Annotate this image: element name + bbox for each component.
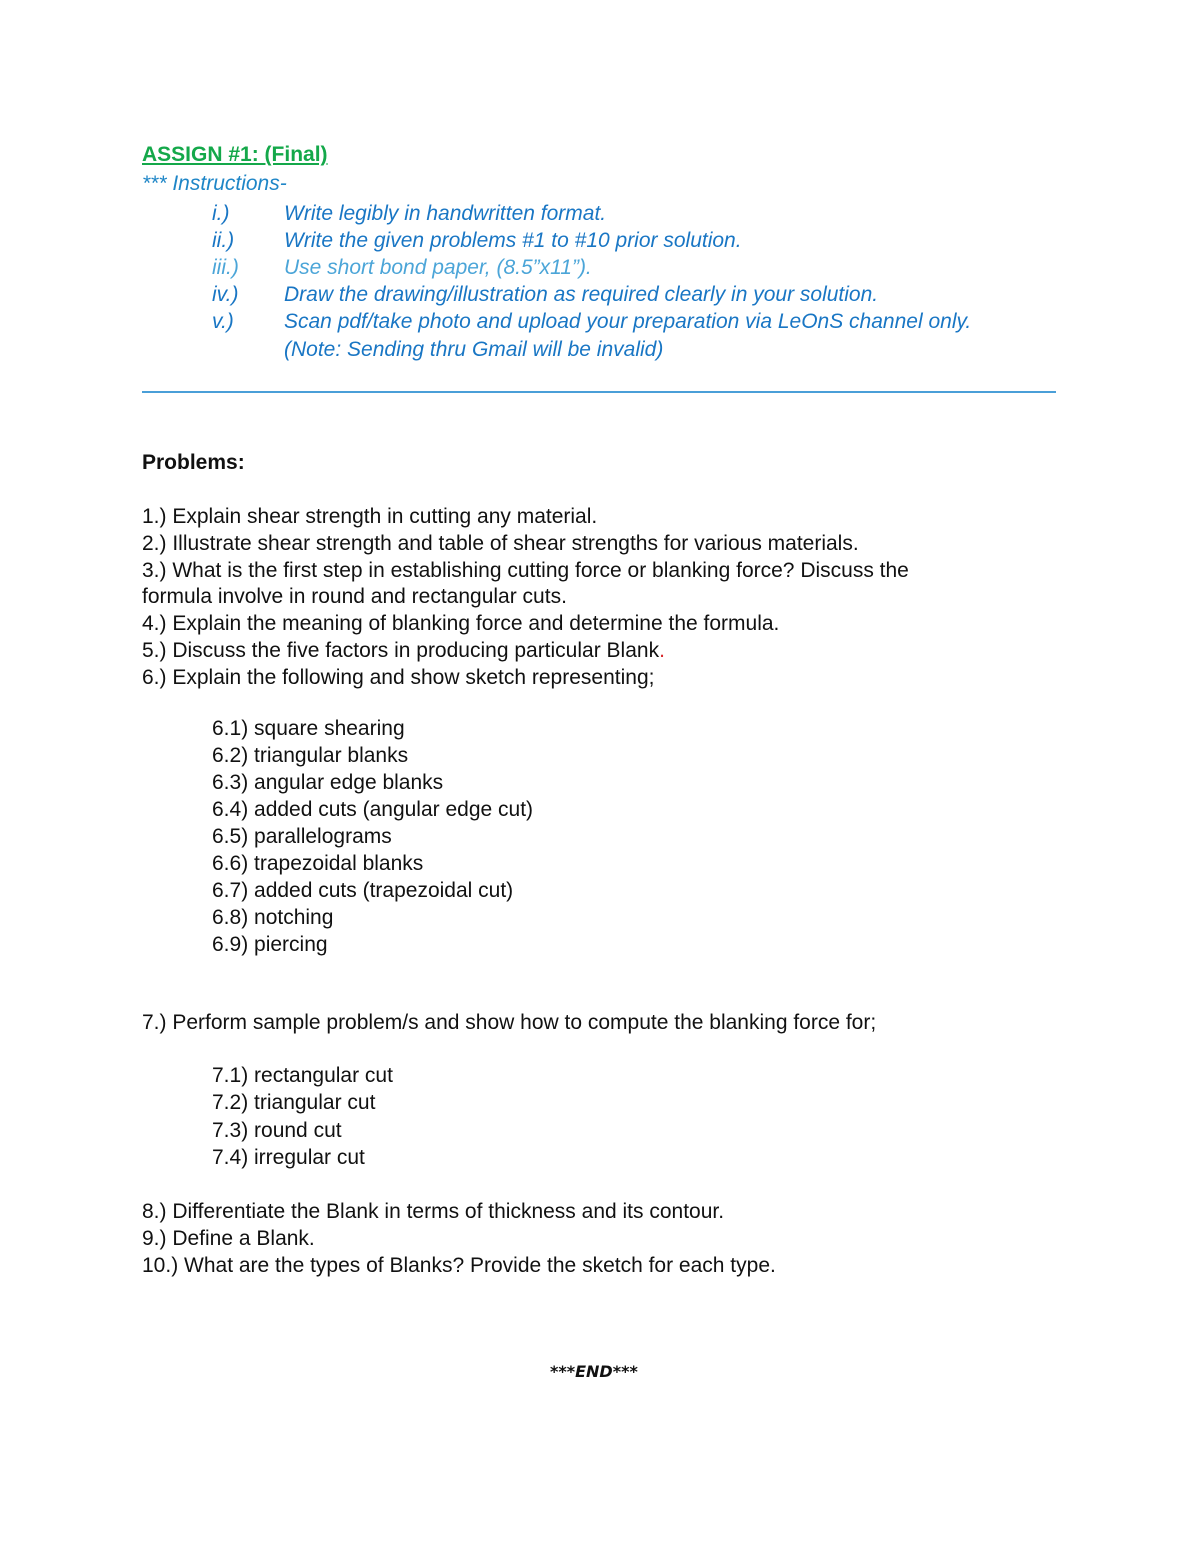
problems-heading: Problems: (142, 451, 245, 474)
instructions-label: *** Instructions- (142, 172, 287, 195)
problem-6-subitem: 6.3) angular edge blanks (212, 771, 444, 794)
problem-10: 10.) What are the types of Blanks? Provide the sketch for each type. (142, 1254, 776, 1277)
problem-4: 4.) Explain the meaning of blanking force and determine the formula. (142, 612, 780, 635)
problem-6-subitem: 6.9) piercing (212, 933, 328, 956)
problem-7-subitem: 7.4) irregular cut (212, 1146, 365, 1169)
problem-9: 9.) Define a Blank. (142, 1227, 315, 1250)
problem-5-period: . (659, 639, 665, 662)
problem-7-subitem: 7.1) rectangular cut (212, 1064, 393, 1087)
problem-8: 8.) Differentiate the Blank in terms of thickness and its contour. (142, 1200, 725, 1223)
problem-6-subitem: 6.6) trapezoidal blanks (212, 852, 424, 875)
problem-3-continuation: formula involve in round and rectangular cuts. (142, 585, 567, 608)
problem-6-subitem: 6.5) parallelograms (212, 825, 392, 848)
problem-2: 2.) Illustrate shear strength and table of shear strengths for various materials. (142, 532, 859, 555)
problem-7-subitem: 7.3) round cut (212, 1119, 342, 1142)
problem-6-subitem: 6.1) square shearing (212, 717, 405, 740)
problem-6: 6.) Explain the following and show sketch representing; (142, 666, 655, 689)
section-divider (142, 391, 1056, 393)
problem-1: 1.) Explain shear strength in cutting any material. (142, 505, 598, 528)
end-marker: ***END*** (550, 1362, 638, 1381)
problem-6-subitem: 6.8) notching (212, 906, 334, 929)
problem-7-subitem: 7.2) triangular cut (212, 1091, 376, 1114)
problem-6-subitem: 6.4) added cuts (angular edge cut) (212, 798, 534, 821)
instruction-number: v.) (212, 310, 234, 333)
instruction-text: Draw the drawing/illustration as required clearly in your solution. (284, 283, 879, 306)
instruction-number: ii.) (212, 229, 235, 252)
instruction-number: i.) (212, 202, 230, 225)
problem-3: 3.) What is the first step in establishing cutting force or blanking force? Discuss the (142, 559, 909, 582)
problem-6-subitem: 6.2) triangular blanks (212, 744, 409, 767)
problem-7: 7.) Perform sample problem/s and show how to compute the blanking force for; (142, 1011, 877, 1034)
instruction-text: Scan pdf/take photo and upload your preparation via LeOnS channel only. (284, 310, 972, 333)
instruction-text: Write the given problems #1 to #10 prior solution. (284, 229, 742, 252)
instruction-number: iv.) (212, 283, 239, 306)
problem-6-subitem: 6.7) added cuts (trapezoidal cut) (212, 879, 514, 902)
instruction-text: Write legibly in handwritten format. (284, 202, 607, 225)
instruction-number: iii.) (212, 256, 239, 279)
instruction-text: Use short bond paper, (8.5”x11”). (284, 256, 592, 279)
problem-5 (142, 638, 665, 664)
instruction-text: (Note: Sending thru Gmail will be invalid) (284, 338, 664, 361)
assignment-title: ASSIGN #1: (Final) (142, 143, 328, 166)
problem-5-text: 5.) Discuss the five factors in producing particular Blank (142, 639, 660, 662)
